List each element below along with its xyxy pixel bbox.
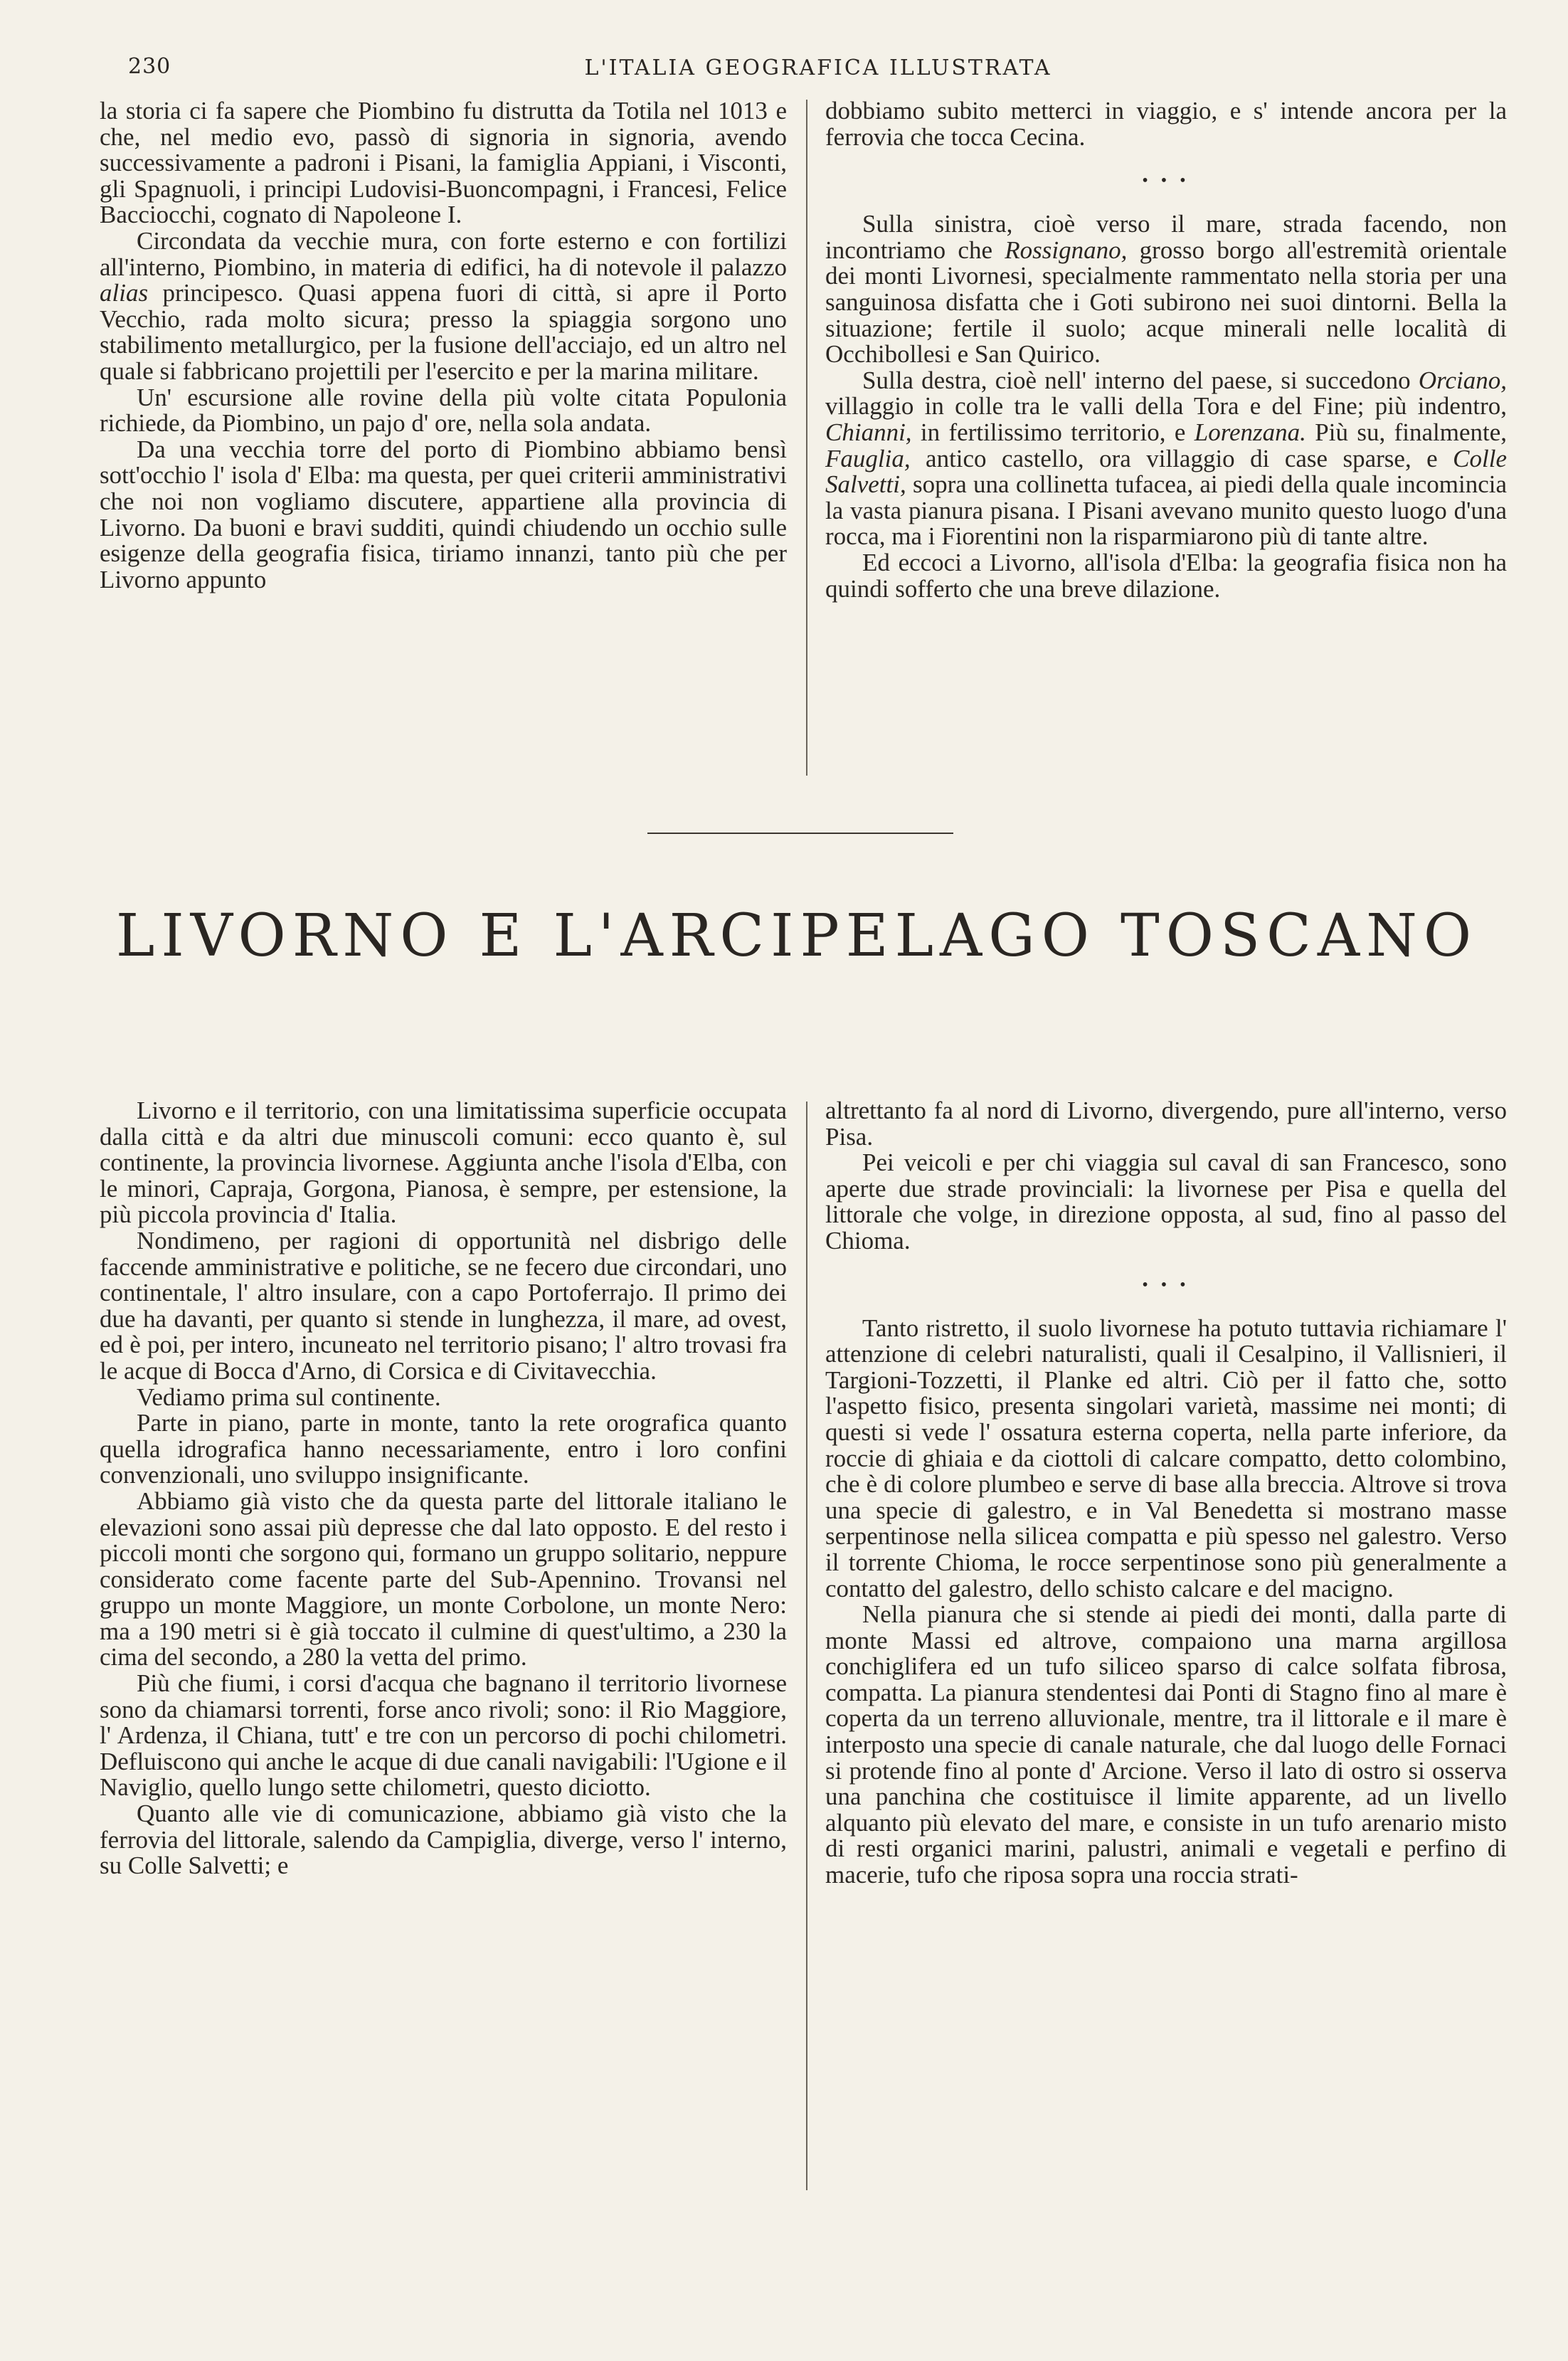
text-run: Sulla sinistra, cioè verso il mare, strada facendo, non incontriamo che [825,210,1507,264]
italic-term: Fauglia, [825,444,911,472]
horizontal-divider [647,833,953,834]
paragraph: Pei veicoli e per chi viaggia sul caval di san Francesco, sono aperte due strade provinciali: la livornese per Pisa e quella del littorale che volge, in direzione opposta, al sud, fino al passo del Chioma. [825,1148,1507,1255]
text-run: Più su, finalmente, [1305,418,1508,446]
paragraph [100,228,787,385]
top-right-column [825,98,1507,602]
text-run: villaggio in colle tra le valli della Tora e del Fine; più indentro, [825,392,1507,421]
italic-term: Lorenzana. [1194,418,1306,446]
bottom-left-column [100,1098,787,1879]
top-left-column [100,98,787,593]
paragraph: Da una vecchia torre del porto di Piombino abbiamo bensì sott'occhio l' isola d' Elba: ma questa, per quei criterii amministrativi che noi non vogliamo discutere, appartiene alla provincia di Livorno. Da buoni e bravi sudditi, quindi chiudendo un occhio sulle esigenze della geografia fisica, tiriamo innanzi, tanto più che per Livorno appunto [100,435,787,593]
paragraph: Parte in piano, parte in monte, tanto la rete orografica quanto quella idrografica hanno necessariamente, entro i loro confini convenzionali, uno sviluppo insignificante. [100,1409,787,1489]
paragraph [825,211,1507,368]
section-title: LIVORNO E L'ARCIPELAGO TOSCANO [115,902,1478,970]
text-run: antico castello, ora villaggio di case sparse, e [910,444,1453,472]
paragraph: la storia ci fa sapere che Piombino fu distrutta da Totila nel 1013 e che, nel medio evo, passò di signoria in signoria, avendo successivamente a padroni i Pisani, la famiglia Appiani, i Visconti, gli Spagnuoli, i principi Ludovisi-Buoncompagni, i Francesi, Felice Bacciocchi, cognato di Napoleone I. [100,97,787,229]
italic-term: Chianni, [825,418,912,446]
paragraph: Livorno e il territorio, con una limitatissima superficie occupata dalla città e da altri due minuscoli comuni: ecco quanto è, sul continente, la provincia livornese. Aggiunta anche l'isola d'Elba, con le minori, Capraja, Gorgona, Pianosa, è sempre, per estensione, la più piccola provincia d' Italia. [100,1097,787,1229]
text-run: Circondata da vecchie mura, con forte esterno e con fortilizi all'interno, Piombino, in materia di edifici, ha di notevole il palazzo [100,226,787,281]
paragraph: Vediamo prima sul continente. [137,1383,441,1411]
text-run: grosso borgo all'estremità orientale dei monti Livornesi, specialmente rammentato nella storia per una sanguinosa disfatta che i Goti subirono nei suoi dintorni. Bella la situazione; fertile il suolo; acque minerali nelle località di Occhibollesi e San Quirico. [825,236,1507,369]
column-divider [806,100,807,776]
italic-term: Colle Salvetti, [825,444,1507,499]
page-number: 230 [128,54,171,79]
paragraph: Nondimeno, per ragioni di opportunità nel disbrigo delle faccende amministrative e politiche, se ne fecero due circondari, uno continentale, l' altro insulare, con a capo Portoferrajo. Il primo dei due ha davanti, per quanto si stende in lunghezza, il mare, ad ovest, ed è poi, per intero, incuneato nel territorio pisano; l' altro trovasi fra le acque di Bocca d'Arno, di Corsica e di Civitavecchia. [100,1226,787,1385]
paragraph: Tanto ristretto, il suolo livornese ha potuto tuttavia richiamare l' attenzione di celebri naturalisti, quali il Cesalpino, il Vallisnieri, il Targioni-Tozzetti, il Planke ed altri. Ciò per il fatto che, sotto l'aspetto fisico, presenta singolari varietà, massime nei monti; di questi si vede l' ossatura esterna coperta, nella parte inferiore, da roccie di ghiaia e da ciottoli di calcare compatto, detto colombino, che è di colore plumbeo e serve di base alla breccia. Altrove si trova una specie di galestro, e in Val Benedetta si mostrano masse serpentinose nella silicea compatta e più spesso nel galestro. Verso il torrente Chioma, le rocce serpentinose sono più generalmente a contatto del galestro, dello schisto calcare e del macigno. [825,1314,1507,1602]
text-run: Sulla destra, cioè nell' interno del paese, si succedono [862,366,1419,394]
paragraph: Quanto alle vie di comunicazione, abbiamo già visto che la ferrovia del littorale, salendo da Campiglia, diverge, verso l' interno, su Colle Salvetti; e [100,1800,787,1880]
paragraph [825,368,1507,550]
paragraph: Ed eccoci a Livorno, all'isola d'Elba: la geografia fisica non ha quindi sofferto che una breve dilazione. [825,548,1507,603]
paragraph: Più che fiumi, i corsi d'acqua che bagnano il territorio livornese sono da chiamarsi torrenti, forse anco rivoli; sono: il Rio Maggiore, l' Ardenza, il Chiana, tutt' e tre con un percorso di pochi chilometri. Defluiscono qui anche le acque di due canali navigabili: l'Ugione e il Naviglio, quello lungo sette chilometri, questo diciotto. [100,1669,787,1802]
text-run: sopra una collinetta tufacea, ai piedi della quale incomincia la vasta pianura pisana. I Pisani avevano munito questo luogo d'una rocca, ma i Fiorentini non la risparmiarono più di tante altre. [825,470,1507,551]
paragraph: Abbiamo già visto che da questa parte del littorale italiano le elevazioni sono assai più depresse che dal lato opposto. E del resto i piccoli monti che sorgono qui, formano un gruppo solitario, neppure considerato come facente parte del Sub-Apennino. Trovansi nel gruppo un monte Maggiore, un monte Corbolone, un monte Nero: ma a 190 metri si è già toccato il culmine di quest'ultimo, a 230 la cima del secondo, a 280 la vetta del primo. [100,1486,787,1671]
italic-term: Orciano, [1418,366,1507,394]
italic-term: alias [100,279,149,307]
text-run: principesco. Quasi appena fuori di città, si apre il Porto Vecchio, rada molto sicura; presso la spiaggia sorgono uno stabilimento metallurgico, per la fusione dell'acciajo, ed un altro nel quale si fabbricano projettili per l'esercito e per la marina militare. [100,279,787,385]
paragraph: dobbiamo subito metterci in viaggio, e s' intende ancora per la ferrovia che tocca Cecina. [825,97,1507,151]
paragraph: Nella pianura che si stende ai piedi dei monti, dalla parte di monte Massi ed altrove, compaiono una marna argillosa conchiglifera ed un tufo siliceo sparso di calce solfata fibrosa, compatta. La pianura stendentesi dai Ponti di Stagno fino al mare è coperta da un terreno alluvionale, mentre, tra il littorale e il mare è interposto una specie di canale naturale, che dal luogo delle Fornaci si protende fino al ponte d' Arcione. Verso il lato di ostro si osserva una panchina che costituisce il limite apparente, ad un livello alquanto più elevato del mare, e consiste in un tufo arenario misto di resti organici marini, palustri, animali e vegetali e perfino di macerie, tufo che riposa sopra una roccia strati- [825,1600,1507,1889]
paragraph: Un' escursione alle rovine della più volte citata Populonia richiede, da Piombino, un pajo d' ore, nella sola andata. [100,383,787,438]
running-head: L'ITALIA GEOGRAFICA ILLUSTRATA [584,56,1052,80]
column-divider [806,1102,807,2190]
section-dots: • • • [1142,171,1190,191]
italic-term: Rossignano, [1005,236,1128,264]
paragraph: altrettanto fa al nord di Livorno, divergendo, pure all'interno, verso Pisa. [825,1097,1507,1151]
bottom-right-column [825,1098,1507,1889]
section-dots: • • • [1142,1275,1190,1294]
text-run: in fertilissimo territorio, e [911,418,1194,446]
